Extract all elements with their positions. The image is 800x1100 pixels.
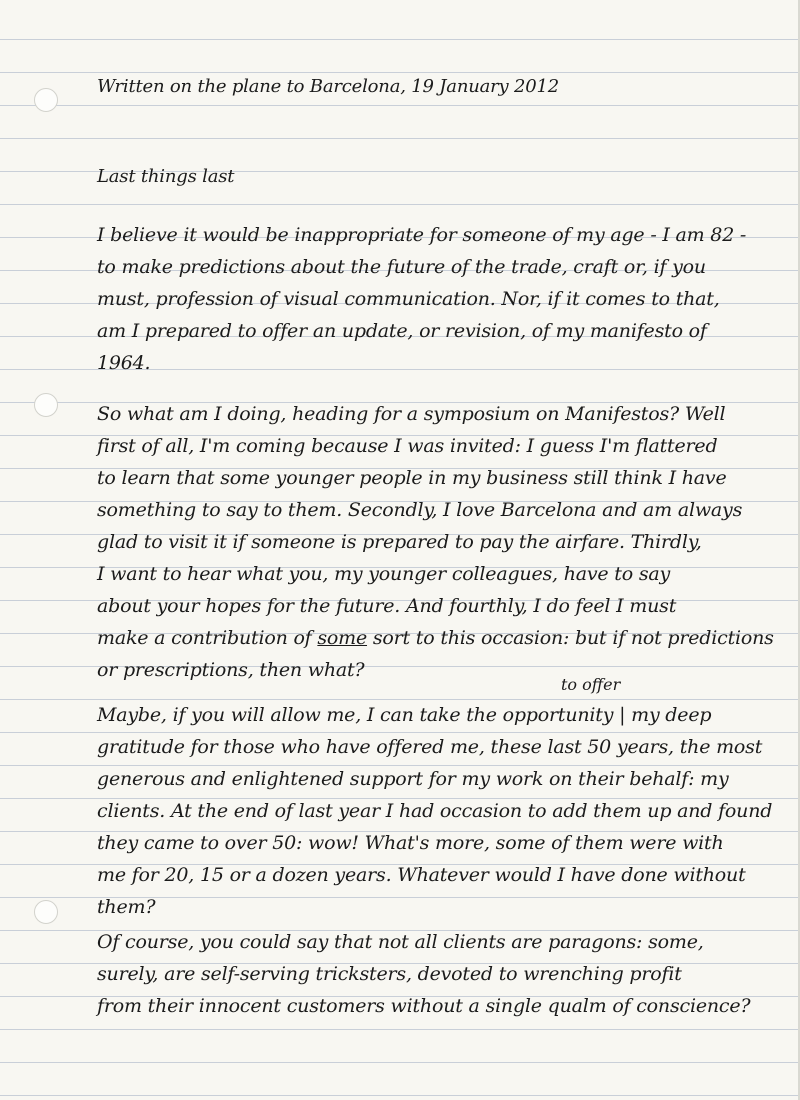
document-title: Written on the plane to Barcelona, 19 January 2012 xyxy=(97,76,560,97)
text-line: 1964. xyxy=(97,352,151,374)
text-line: am I prepared to offer an update, or revision, of my manifesto of xyxy=(97,320,707,342)
text-line xyxy=(97,622,774,654)
text-line: I want to hear what you, my younger colleagues, have to say xyxy=(97,563,671,585)
text-line: first of all, I'm coming because I was invited: I guess I'm flattered xyxy=(97,435,718,457)
text-line: Of course, you could say that not all clients are paragons: some, xyxy=(97,931,704,953)
text-line: surely, are self-serving tricksters, devoted to wrenching profit xyxy=(97,963,682,985)
text-line: to learn that some younger people in my business still think I have xyxy=(97,467,727,489)
text-line: something to say to them. Secondly, I love Barcelona and am always xyxy=(97,499,743,521)
section-heading: Last things last xyxy=(97,166,235,187)
underlined-word: some xyxy=(317,627,368,649)
text-line: Maybe, if you will allow me, I can take the opportunity | my deep xyxy=(97,704,712,726)
binder-hole xyxy=(34,393,58,417)
text-line: glad to visit it if someone is prepared to pay the airfare. Thirdly, xyxy=(97,531,702,553)
binder-hole xyxy=(34,900,58,924)
text-line: me for 20, 15 or a dozen years. Whatever would I have done without xyxy=(97,864,746,886)
paragraph xyxy=(97,398,774,686)
text-line: or prescriptions, then what? xyxy=(97,659,365,681)
text-line: gratitude for those who have offered me, these last 50 years, the most xyxy=(97,736,763,758)
text-line: So what am I doing, heading for a symposium on Manifestos? Well xyxy=(97,403,726,425)
text-line: from their innocent customers without a single qualm of conscience? xyxy=(97,995,751,1017)
text-line: they came to over 50: wow! What's more, some of them were with xyxy=(97,832,724,854)
paragraph xyxy=(97,219,746,379)
text-line: must, profession of visual communication. Nor, if it comes to that, xyxy=(97,288,720,310)
text-segment: make a contribution of xyxy=(97,627,318,649)
text-line: to make predictions about the future of the trade, craft or, if you xyxy=(97,256,706,278)
text-line: them? xyxy=(97,896,156,918)
handwritten-insertion: to offer xyxy=(561,675,621,694)
paragraph xyxy=(97,926,750,1022)
text-line: clients. At the end of last year I had occasion to add them up and found xyxy=(97,800,773,822)
paragraph xyxy=(97,699,772,923)
text-line: I believe it would be inappropriate for someone of my age - I am 82 - xyxy=(97,224,747,246)
text-line: about your hopes for the future. And fourthly, I do feel I must xyxy=(97,595,677,617)
binder-hole xyxy=(34,88,58,112)
text-line: generous and enlightened support for my work on their behalf: my xyxy=(97,768,729,790)
text-segment: sort to this occasion: but if not predictions xyxy=(367,627,774,649)
